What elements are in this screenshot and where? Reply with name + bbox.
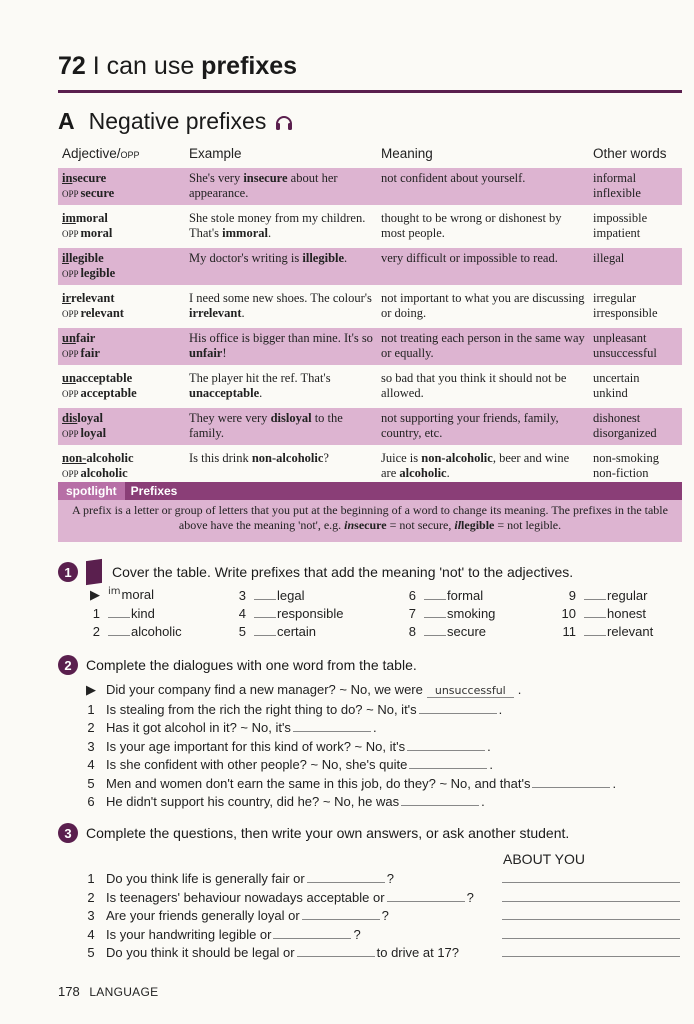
question-text: Do you think it should be legal or [106,945,295,960]
answer-blank[interactable] [532,775,610,788]
table-row [58,448,682,485]
spotlight-tag: spotlight [58,482,125,500]
item-number: 6 [408,588,416,603]
ex3-item [84,926,361,942]
meaning-cell: very difficult or impossible to read. [377,248,589,285]
col-header-other: Other words [593,146,667,161]
question-end: ? [386,871,394,886]
adjective-root: relevant [71,291,115,305]
ex1-item [84,587,154,603]
table-row [58,368,682,405]
opp-label: OPP [62,469,81,479]
page-footer [58,984,158,999]
prefix-blank[interactable] [584,605,606,618]
item-number: ▶ [86,682,96,697]
item-number: 4 [87,926,95,942]
prefix-blank[interactable] [108,605,130,618]
prefix-blank[interactable] [584,623,606,636]
prefix-blank[interactable] [108,587,121,599]
ex1-item [560,623,653,639]
question-end: . [612,775,617,791]
adjective-root: moral [75,211,108,225]
footer-section: LANGUAGE [89,985,159,999]
prefix-blank[interactable] [254,605,276,618]
item-number: 5 [87,945,95,960]
question-blank[interactable] [387,889,465,902]
adjective-word: smoking [447,606,496,621]
ex2-item [84,701,502,717]
item-number: 3 [87,908,95,923]
question-blank[interactable] [307,870,385,883]
question-text: Is your age important for this kind of work? ~ No, it's [106,738,406,754]
adjective-root: fair [75,331,96,345]
adjective-root: alcoholic [86,451,134,465]
question-text: He didn't support his country, did he? ~ No, he was [106,794,400,809]
section-letter: A [58,108,75,134]
question-end: to drive at 17? [376,945,460,960]
question-text: Is stealing from the rich the right thing to do? ~ No, it's [106,701,417,717]
exercise-2-heading [58,655,417,675]
prefix-blank[interactable] [424,587,446,600]
about-you-answer-line[interactable] [502,956,680,957]
adjective-prefix: un [62,371,76,385]
answer-blank[interactable] [419,701,497,714]
prefix-blank[interactable] [424,605,446,618]
item-number: 4 [238,606,246,621]
table-row [58,328,682,365]
ex1-item [400,587,483,603]
opposite-word: fair [80,346,100,360]
table-row [58,248,682,285]
ex2-item [84,775,616,791]
opp-label: OPP [62,229,81,239]
question-end: . [489,757,493,772]
ex3-item [84,907,389,923]
question-end: ? [353,926,361,942]
other-words-cell: unpleasant unsuccessful [589,328,682,365]
question-text: Are your friends generally loyal or [106,908,300,923]
question-blank[interactable] [273,926,351,939]
adjective-word: secure [447,624,487,639]
adjective-word: certain [277,624,317,639]
opposite-word: loyal [80,426,107,440]
prefix-blank[interactable] [108,623,130,636]
meaning-cell: not supporting your friends, family, country, etc. [377,408,589,445]
ex3-item [84,944,459,960]
question-text: Do you think life is generally fair or [106,871,305,886]
adjective-word: legal [277,588,305,603]
adjective-word: relevant [607,624,654,639]
example-cell: She stole money from my children. That's immoral. [185,208,377,245]
ex1-item [560,605,646,621]
question-blank[interactable] [297,944,375,957]
ex1-item [400,605,495,621]
example-cell: I need some new shoes. The colour's irrelevant. [185,288,377,325]
item-number: 3 [238,588,246,603]
unit-title [58,52,297,81]
col-header-example: Example [189,146,242,161]
adjective-cell [58,208,185,245]
ex1-item [84,605,155,621]
table-row [58,168,682,205]
table-row [58,288,682,325]
adjective-cell [58,168,185,205]
meaning-cell: not treating each person in the same way or equally. [377,328,589,365]
opp-label: OPP [62,309,81,319]
meaning-cell: thought to be wrong or dishonest by most people. [377,208,589,245]
adjective-prefix: non- [62,451,87,465]
item-number: 11 [562,624,576,639]
item-number: 5 [238,624,246,639]
other-words-cell: illegal [589,248,682,285]
adjective-prefix: im [62,211,76,225]
item-number: 4 [87,757,95,772]
question-end: . [487,738,491,754]
item-number: 1 [87,701,95,717]
opp-label: OPP [62,349,81,359]
other-words-cell: uncertain unkind [589,368,682,405]
adjective-prefix: il [62,251,69,265]
table-row [58,408,682,445]
ex1-item [230,623,316,639]
spotlight-box [58,482,682,542]
other-words-cell: impossible impatient [589,208,682,245]
adjective-cell [58,248,185,285]
example-cell: Is this drink non-alcoholic? [185,448,377,485]
answer-blank[interactable]: unsuccessful [427,684,514,698]
answer-blank[interactable] [293,719,371,732]
adjective-cell [58,368,185,405]
adjective-root: secure [72,171,107,185]
opposite-word: moral [80,226,113,240]
item-number: 8 [408,624,416,639]
item-number: 6 [87,794,95,809]
exercise-3-instruction: Complete the questions, then write your own answers, or ask another student. [86,825,570,841]
adjective-cell [58,288,185,325]
other-words-cell: irregular irresponsible [589,288,682,325]
other-words-cell: dishonest disorganized [589,408,682,445]
spotlight-title: Prefixes [130,484,178,498]
opposite-word: acceptable [80,386,137,400]
question-text: Men and women don't earn the same in this job, do they? ~ No, and that's [106,775,531,791]
adjective-word: responsible [277,606,344,621]
exercise-1-heading [58,560,573,584]
item-number: 1 [87,871,95,886]
item-number: ▶ [90,587,100,602]
item-number: 2 [87,720,95,735]
unit-title-prefix: I can use [92,52,195,80]
item-number: 1 [92,606,100,621]
ex1-item [560,587,647,603]
section-a-heading [58,108,294,135]
handwritten-answer: im [108,586,121,597]
col-header-adjective: Adjective/OPP [62,146,140,161]
unit-number: 72 [58,52,86,80]
opp-label: OPP [62,389,81,399]
question-end: ? [466,889,474,905]
adjective-prefix: dis [62,411,78,425]
headphones-icon[interactable] [274,112,294,132]
cover-book-icon [86,559,102,585]
adjective-word: formal [447,588,484,603]
question-end: . [372,720,377,735]
example-cell: They were very disloyal to the family. [185,408,377,445]
ex1-item [230,605,344,621]
exercise-2-instruction: Complete the dialogues with one word from the table. [86,657,417,673]
adjective-word: moral [121,587,155,602]
question-end: . [517,682,522,697]
ex1-item [230,587,304,603]
adjective-cell [58,328,185,365]
question-blank[interactable] [302,907,380,920]
prefix-blank[interactable] [254,623,276,636]
answer-blank[interactable] [409,756,487,769]
adjective-cell [58,448,185,485]
adjective-prefix: in [62,171,73,185]
ex1-item [400,623,486,639]
about-you-answer-line[interactable] [502,901,680,902]
question-text: Is she confident with other people? ~ No, she's quite [106,757,408,772]
example-cell: His office is bigger than mine. It's so unfair! [185,328,377,365]
item-number: 9 [568,588,576,603]
opposite-word: secure [80,186,115,200]
exercise-3-number: 3 [58,823,78,843]
opposite-word: legible [80,266,116,280]
question-text: Has it got alcohol in it? ~ No, it's [106,720,291,735]
table-row [58,208,682,245]
adjective-root: acceptable [75,371,133,385]
question-text: Is your handwriting legible or [106,926,272,942]
prefix-blank[interactable] [584,587,606,600]
prefix-table [58,141,682,488]
item-number: 10 [561,606,576,621]
opp-label: OPP [62,429,81,439]
unit-title-bold: prefixes [201,52,298,80]
question-text: Did your company find a new manager? ~ No, we were [106,682,423,697]
item-number: 5 [87,775,95,791]
ex2-item [84,682,521,698]
about-you-answer-line[interactable] [502,882,680,883]
adjective-word: regular [607,588,648,603]
question-end: . [481,794,485,809]
prefix-blank[interactable] [424,623,446,636]
exercise-1-instruction: Cover the table. Write prefixes that add the meaning 'not' to the adjectives. [112,564,574,580]
ex2-item [84,756,493,772]
ex3-item [84,889,474,905]
exercise-1-number: 1 [58,562,78,582]
adjective-cell [58,408,185,445]
other-words-cell: non-smoking non-fiction [589,448,682,485]
example-cell: The player hit the ref. That's unacceptable. [185,368,377,405]
ex2-item [84,738,491,754]
item-number: 3 [87,738,95,754]
ex3-item [84,870,394,886]
example-cell: My doctor's writing is illegible. [185,248,377,285]
prefix-blank[interactable] [254,587,276,600]
answer-blank[interactable] [401,793,479,806]
ex2-item [84,793,485,809]
col-header-meaning: Meaning [381,146,433,161]
opposite-word: alcoholic [80,466,128,480]
item-number: 2 [92,624,100,639]
about-you-label: ABOUT YOU [503,851,585,867]
answer-blank[interactable] [407,738,485,751]
meaning-cell: Juice is non-alcoholic, beer and wine are alcoholic. [377,448,589,485]
exercise-3-heading [58,823,569,843]
meaning-cell: not confident about yourself. [377,168,589,205]
adjective-prefix: ir [62,291,72,305]
other-words-cell: informal inflexible [589,168,682,205]
about-you-answer-line[interactable] [502,919,680,920]
page-number: 178 [58,984,80,999]
question-end: . [498,701,503,717]
adjective-prefix: un [62,331,76,345]
ex1-item [84,623,182,639]
adjective-word: honest [607,606,647,621]
adjective-root: legible [68,251,104,265]
about-you-answer-line[interactable] [502,938,680,939]
opposite-word: relevant [80,306,124,320]
spotlight-text: A prefix is a letter or group of letters that you put at the beginning of a word to change its meaning. The prefixes in the table above have the meaning 'not', e.g. insecure = not secure, illegible = not legible. [72,503,668,532]
section-title: Negative prefixes [88,108,267,134]
opp-label: OPP [62,269,81,279]
meaning-cell: not important to what you are discussing or doing. [377,288,589,325]
adjective-word: alcoholic [131,624,182,639]
exercise-2-number: 2 [58,655,78,675]
example-cell: She's very insecure about her appearance. [185,168,377,205]
ex2-item [84,719,377,735]
adjective-word: kind [131,606,155,621]
item-number: 7 [408,606,416,621]
meaning-cell: so bad that you think it should not be allowed. [377,368,589,405]
question-text: Is teenagers' behaviour nowadays acceptable or [106,889,385,905]
question-end: ? [381,908,389,923]
opp-label: OPP [62,189,81,199]
title-rule [58,90,682,93]
adjective-root: loyal [77,411,103,425]
item-number: 2 [87,889,95,905]
